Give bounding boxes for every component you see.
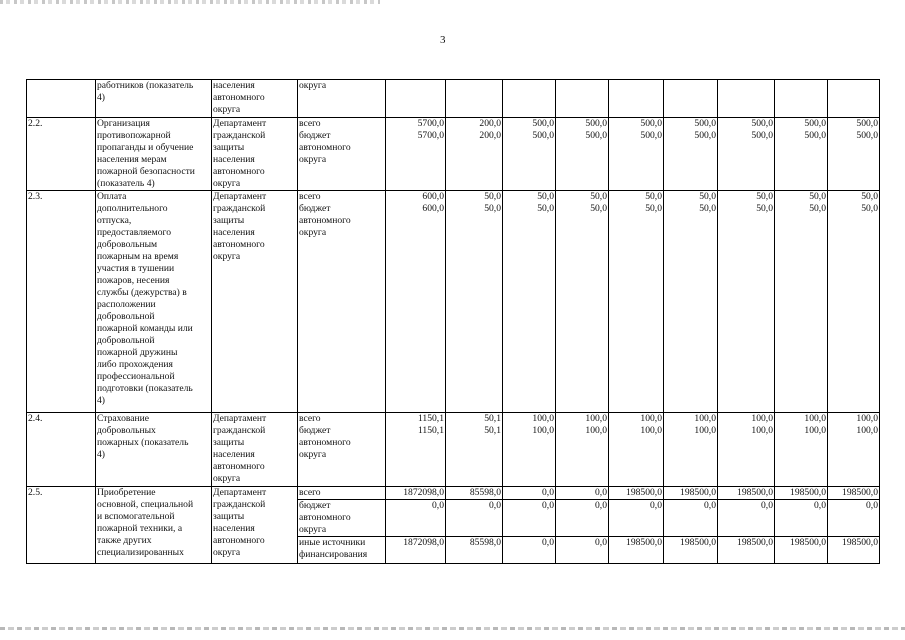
amount-cell: 0,0 [775, 500, 828, 537]
cell-line: финансирования [299, 549, 368, 560]
cell-line: защиты [213, 511, 245, 522]
amount-cell [503, 80, 556, 118]
amount-cell [386, 191, 446, 413]
cell-line: всего [299, 413, 321, 424]
cell-line: округа [213, 473, 241, 484]
cell-line: пожарной дружины [97, 347, 178, 358]
cell-line: пожарной команды или [97, 323, 193, 334]
amount-value: 500,0 [856, 118, 878, 129]
table-row [27, 191, 880, 413]
funding-source [298, 537, 386, 564]
amount-value: 50,0 [645, 203, 662, 214]
row-number: 2.3. [27, 191, 96, 413]
cell-line: профессиональной [97, 371, 175, 382]
amount-cell [556, 118, 609, 191]
amount-cell [664, 413, 718, 487]
cell-line: пожаров, несения [97, 275, 170, 286]
cell-line: всего [299, 487, 321, 498]
amount-value: 500,0 [585, 118, 607, 129]
amount-value: 600,0 [422, 203, 444, 214]
amount-value: 500,0 [751, 130, 773, 141]
activity-name [96, 191, 212, 413]
cell-line: населения [213, 227, 255, 238]
cell-line: и вспомогательной [97, 511, 175, 522]
amount-cell: 0,0 [386, 500, 446, 537]
amount-value: 5700,0 [417, 118, 444, 129]
row-number: 2.5. [27, 487, 96, 564]
amount-value: 500,0 [856, 130, 878, 141]
amount-cell [386, 118, 446, 191]
executor [212, 413, 298, 487]
amount-value: 100,0 [804, 413, 826, 424]
cell-line: работников (показатель [97, 80, 194, 91]
amount-value: 100,0 [856, 413, 878, 424]
amount-value: 500,0 [804, 130, 826, 141]
cell-line: гражданской [213, 499, 266, 510]
cell-line: населения [213, 80, 255, 91]
amount-value: 500,0 [532, 130, 554, 141]
activity-name [96, 80, 212, 118]
amount-cell: 0,0 [503, 537, 556, 564]
amount-cell [446, 191, 503, 413]
cell-line: округа [299, 227, 327, 238]
amount-value: 100,0 [694, 425, 716, 436]
amount-cell: 1872098,0 [386, 487, 446, 500]
cell-line: иные источники [299, 537, 366, 548]
amount-value: 100,0 [856, 425, 878, 436]
amount-cell: 198500,0 [664, 487, 718, 500]
cell-line: пожарных (показатель [97, 437, 189, 448]
cell-line: гражданской [213, 203, 266, 214]
cell-line: защиты [213, 215, 245, 226]
amount-value: 500,0 [640, 118, 662, 129]
cell-line: автономного [213, 535, 265, 546]
funding-source [298, 413, 386, 487]
amount-cell: 0,0 [556, 500, 609, 537]
amount-value: 5700,0 [417, 130, 444, 141]
cell-line: противопожарной [97, 130, 171, 141]
amount-cell: 198500,0 [775, 537, 828, 564]
amount-cell [664, 118, 718, 191]
cell-line: 4) [97, 92, 105, 103]
cell-line: округа [213, 104, 241, 115]
activity-name [96, 118, 212, 191]
row-number [27, 80, 96, 118]
cell-line: участия в тушении [97, 263, 175, 274]
cell-line: подготовки (показатель [97, 383, 193, 394]
amount-cell [775, 118, 828, 191]
amount-value: 50,0 [809, 191, 826, 202]
funding-source [298, 118, 386, 191]
amount-cell [828, 413, 880, 487]
amount-value: 1150,1 [417, 425, 444, 436]
amount-cell: 198500,0 [828, 537, 880, 564]
funding-source [298, 500, 386, 537]
cell-line: 4) [97, 449, 105, 460]
amount-value: 500,0 [694, 130, 716, 141]
cell-line: всего [299, 191, 321, 202]
cell-line: пожарной безопасности [97, 166, 195, 177]
amount-cell: 1872098,0 [386, 537, 446, 564]
cell-line: округа [213, 547, 241, 558]
cell-line: автономного [299, 437, 351, 448]
cell-line: основной, специальной [97, 499, 194, 510]
cell-line: бюджет [299, 425, 331, 436]
amount-cell [609, 191, 664, 413]
amount-value: 50,0 [756, 191, 773, 202]
amount-cell [503, 413, 556, 487]
cell-line: Приобретение [97, 487, 156, 498]
cell-line: автономного [299, 215, 351, 226]
cell-line: округа [299, 80, 327, 91]
amount-cell [664, 191, 718, 413]
budget-table [26, 79, 880, 564]
cell-line: также других [97, 535, 152, 546]
amount-cell: 198500,0 [775, 487, 828, 500]
amount-value: 1150,1 [417, 413, 444, 424]
scan-artifact-bottom [0, 627, 905, 630]
cell-line: Департамент [213, 191, 267, 202]
cell-line: защиты [213, 142, 245, 153]
amount-cell [664, 80, 718, 118]
table-row [27, 487, 880, 500]
activity-name [96, 413, 212, 487]
executor [212, 80, 298, 118]
amount-cell [503, 191, 556, 413]
cell-line: добровольных [97, 425, 156, 436]
amount-value: 50,0 [537, 191, 554, 202]
amount-cell [609, 118, 664, 191]
amount-value: 50,0 [809, 203, 826, 214]
cell-line: дополнительного [97, 203, 168, 214]
amount-cell [718, 413, 775, 487]
amount-cell: 198500,0 [609, 487, 664, 500]
table-row [27, 118, 880, 191]
row-number: 2.4. [27, 413, 96, 487]
executor [212, 191, 298, 413]
cell-line: автономного [213, 92, 265, 103]
cell-line: всего [299, 118, 321, 129]
amount-cell [775, 80, 828, 118]
amount-cell [446, 80, 503, 118]
funding-source [298, 80, 386, 118]
activity-name [96, 487, 212, 564]
amount-value: 100,0 [640, 425, 662, 436]
cell-line: гражданской [213, 130, 266, 141]
cell-line: автономного [213, 461, 265, 472]
cell-line: отпуска, [97, 215, 132, 226]
amount-value: 50,0 [861, 191, 878, 202]
amount-value: 200,0 [479, 118, 501, 129]
amount-value: 50,0 [590, 203, 607, 214]
amount-cell [828, 118, 880, 191]
amount-cell [775, 191, 828, 413]
cell-line: населения [213, 154, 255, 165]
cell-line: бюджет [299, 130, 331, 141]
amount-cell: 0,0 [503, 487, 556, 500]
amount-cell [556, 413, 609, 487]
cell-line: (показатель 4) [97, 178, 155, 189]
cell-line: 4) [97, 395, 105, 406]
amount-cell [609, 80, 664, 118]
amount-value: 100,0 [751, 425, 773, 436]
executor [212, 487, 298, 564]
amount-value: 600,0 [422, 191, 444, 202]
amount-value: 100,0 [585, 425, 607, 436]
amount-value: 100,0 [640, 413, 662, 424]
amount-cell: 0,0 [503, 500, 556, 537]
amount-cell [718, 118, 775, 191]
amount-value: 50,0 [861, 203, 878, 214]
amount-value: 100,0 [532, 413, 554, 424]
amount-value: 500,0 [804, 118, 826, 129]
amount-cell [386, 413, 446, 487]
amount-cell: 0,0 [664, 500, 718, 537]
table-row [27, 80, 880, 118]
cell-line: Департамент [213, 118, 267, 129]
amount-cell: 198500,0 [664, 537, 718, 564]
cell-line: автономного [299, 512, 351, 523]
amount-value: 500,0 [751, 118, 773, 129]
cell-line: Оплата [97, 191, 127, 202]
amount-cell [556, 191, 609, 413]
amount-value: 500,0 [532, 118, 554, 129]
funding-source [298, 191, 386, 413]
cell-line: защиты [213, 437, 245, 448]
amount-cell: 0,0 [556, 537, 609, 564]
amount-cell [828, 80, 880, 118]
amount-cell [446, 413, 503, 487]
cell-line: гражданской [213, 425, 266, 436]
cell-line: автономного [213, 239, 265, 250]
amount-value: 50,0 [699, 203, 716, 214]
amount-value: 500,0 [694, 118, 716, 129]
amount-cell: 0,0 [446, 500, 503, 537]
cell-line: пожарной техники, а [97, 523, 183, 534]
cell-line: автономного [213, 166, 265, 177]
amount-cell [828, 191, 880, 413]
amount-cell [775, 413, 828, 487]
amount-cell: 0,0 [718, 500, 775, 537]
cell-line: расположении [97, 299, 156, 310]
cell-line: предоставляемого [97, 227, 172, 238]
amount-value: 500,0 [640, 130, 662, 141]
amount-cell: 198500,0 [718, 487, 775, 500]
amount-cell [503, 118, 556, 191]
cell-line: округа [299, 449, 327, 460]
amount-cell [556, 80, 609, 118]
cell-line: населения [213, 449, 255, 460]
cell-line: Департамент [213, 413, 267, 424]
cell-line: округа [213, 178, 241, 189]
cell-line: Страхование [97, 413, 150, 424]
cell-line: добровольным [97, 239, 158, 250]
cell-line: бюджет [299, 203, 331, 214]
funding-source [298, 487, 386, 500]
amount-value: 500,0 [585, 130, 607, 141]
amount-cell [386, 80, 446, 118]
amount-cell: 0,0 [609, 500, 664, 537]
amount-value: 50,0 [756, 203, 773, 214]
cell-line: населения мерам [97, 154, 167, 165]
amount-value: 200,0 [479, 130, 501, 141]
cell-line: населения [213, 523, 255, 534]
amount-value: 100,0 [751, 413, 773, 424]
row-number: 2.2. [27, 118, 96, 191]
cell-line: пропаганды и обучение [97, 142, 194, 153]
amount-value: 100,0 [694, 413, 716, 424]
cell-line: службы (дежурства) в [97, 287, 187, 298]
amount-value: 50,0 [590, 191, 607, 202]
page-number: 3 [440, 34, 446, 46]
table-row [27, 413, 880, 487]
cell-line: добровольной [97, 335, 155, 346]
amount-cell: 198500,0 [718, 537, 775, 564]
scan-artifact-top [0, 0, 380, 4]
cell-line: округа [299, 524, 327, 535]
amount-value: 100,0 [585, 413, 607, 424]
amount-value: 100,0 [532, 425, 554, 436]
amount-value: 50,0 [645, 191, 662, 202]
amount-cell: 85598,0 [446, 537, 503, 564]
cell-line: Департамент [213, 487, 267, 498]
cell-line: либо прохождения [97, 359, 173, 370]
cell-line: специализированных [97, 547, 184, 558]
amount-value: 50,0 [699, 191, 716, 202]
amount-cell: 85598,0 [446, 487, 503, 500]
amount-value: 50,1 [484, 425, 501, 436]
cell-line: автономного [299, 142, 351, 153]
cell-line: округа [299, 154, 327, 165]
amount-cell: 0,0 [828, 500, 880, 537]
amount-cell [609, 413, 664, 487]
cell-line: пожарным на время [97, 251, 179, 262]
amount-cell [446, 118, 503, 191]
executor [212, 118, 298, 191]
amount-value: 50,0 [484, 203, 501, 214]
amount-cell: 198500,0 [828, 487, 880, 500]
amount-value: 50,0 [484, 191, 501, 202]
cell-line: Организация [97, 118, 150, 129]
amount-value: 100,0 [804, 425, 826, 436]
amount-cell: 198500,0 [609, 537, 664, 564]
amount-cell [718, 191, 775, 413]
cell-line: бюджет [299, 500, 331, 511]
cell-line: добровольной [97, 311, 155, 322]
amount-cell [718, 80, 775, 118]
amount-value: 50,0 [537, 203, 554, 214]
cell-line: округа [213, 251, 241, 262]
amount-cell: 0,0 [556, 487, 609, 500]
amount-value: 50,1 [484, 413, 501, 424]
